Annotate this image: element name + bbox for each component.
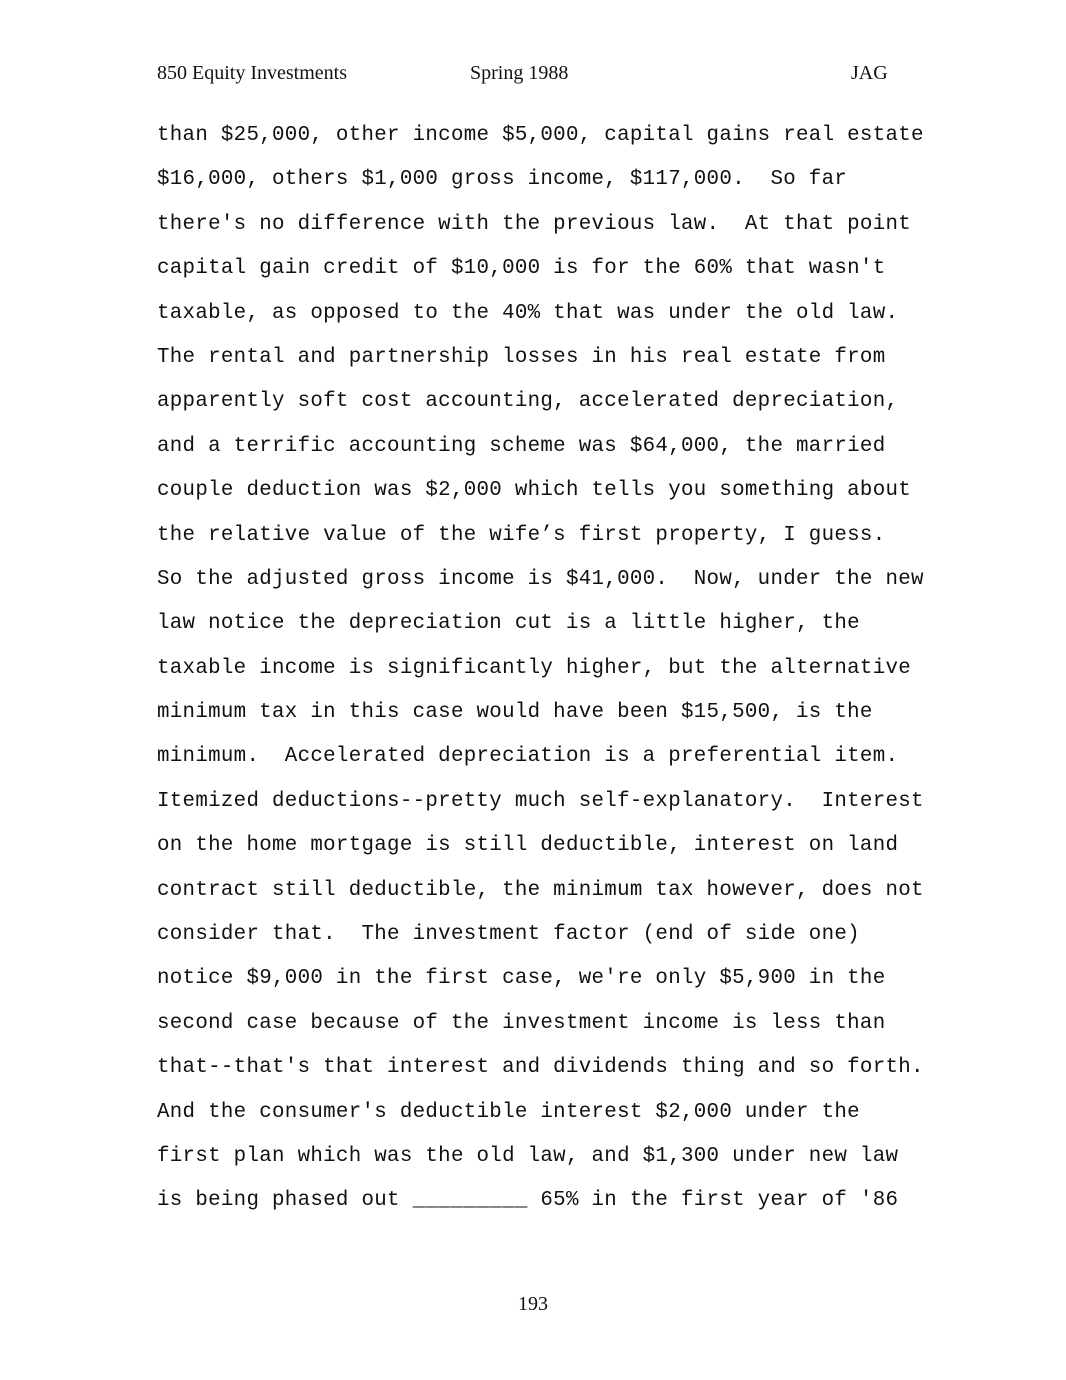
text-line: there's no difference with the previous law. At that point [157, 212, 912, 236]
text-line: taxable income is significantly higher, but the alternative [157, 656, 912, 680]
text-line: notice $9,000 in the first case, we're only $5,900 in the [157, 967, 886, 991]
text-line: first plan which was the old law, and $1,300 under new law [157, 1144, 899, 1168]
text-line: capital gain credit of $10,000 is for the 60% that wasn't [157, 257, 886, 281]
text-line: and a terrific accounting scheme was $64,000, the married [157, 434, 886, 458]
text-line: contract still deductible, the minimum tax however, does not [157, 878, 924, 902]
page-number: 193 [518, 1293, 548, 1315]
text-line: the relative value of the wife’s first property, I guess. [157, 523, 886, 547]
text-line: And the consumer's deductible interest $2,000 under the [157, 1100, 860, 1124]
text-line: minimum. Accelerated depreciation is a preferential item. [157, 745, 899, 769]
text-line: Itemized deductions--pretty much self-explanatory. Interest [157, 789, 924, 813]
text-line: couple deduction was $2,000 which tells you something about [157, 479, 912, 503]
text-line: on the home mortgage is still deductible, interest on land [157, 834, 899, 858]
text-line: consider that. The investment factor (end of side one) [157, 923, 860, 947]
text-line: than $25,000, other income $5,000, capital gains real estate [157, 124, 924, 147]
author-initials: JAG [851, 62, 888, 84]
text-line: law notice the depreciation cut is a little higher, the [157, 612, 860, 636]
text-line: $16,000, others $1,000 gross income, $117,000. So far [157, 168, 848, 192]
page-header [0, 62, 1066, 90]
text-line: So the adjusted gross income is $41,000. Now, under the new [157, 567, 924, 591]
text-line: minimum tax in this case would have been $15,500, is the [157, 701, 873, 725]
text-line: is being phased out _________ 65% in the first year of '86 [157, 1189, 899, 1213]
transcript-body [157, 114, 937, 1224]
course-title: 850 Equity Investments [157, 62, 347, 84]
text-line: The rental and partnership losses in his real estate from [157, 345, 886, 369]
text-line: apparently soft cost accounting, accelerated depreciation, [157, 390, 899, 414]
text-line: that--that's that interest and dividends thing and so forth. [157, 1056, 924, 1080]
text-line: second case because of the investment income is less than [157, 1011, 886, 1035]
text-line: taxable, as opposed to the 40% that was under the old law. [157, 301, 899, 325]
term-label: Spring 1988 [470, 62, 569, 84]
